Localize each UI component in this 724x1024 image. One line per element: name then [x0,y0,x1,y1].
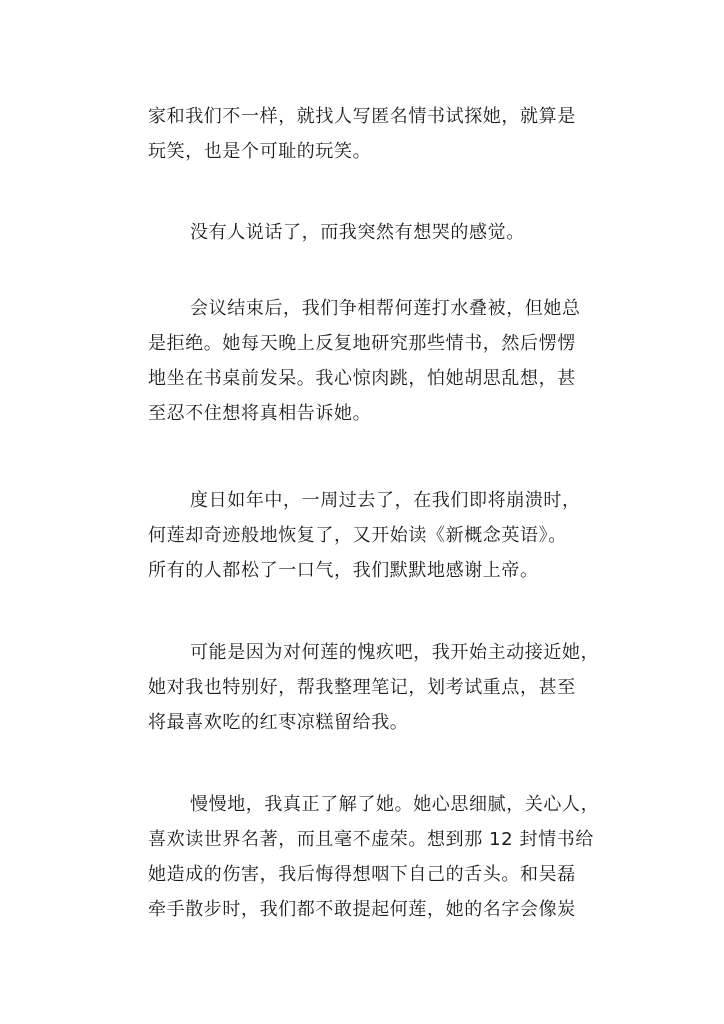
paragraph [148,291,628,431]
text-line: 她造成的伤害，我后悔得想咽下自己的舌头。和吴磊 [148,864,576,885]
text-line: 是拒绝。她每天晚上反复地研究那些情书，然后愣愣 [148,333,576,354]
text-line: 会议结束后，我们争相帮何莲打水叠被，但她总 [190,298,581,319]
paragraph [148,635,628,740]
text-line: 慢慢地，我真正了解了她。她心思细腻，关心人， [190,794,600,815]
text-line: 至忍不住想将真相告诉她。 [148,403,372,424]
text-line: 将最喜欢吃的红枣凉糕留给我。 [148,712,409,733]
paragraph [148,787,628,927]
text-line: 喜欢读世界名著，而且毫不虚荣。想到那 12 封情书给 [148,829,594,850]
paragraph [148,215,628,250]
text-line: 家和我们不一样，就找人写匿名情书试探她，就算是 [148,106,576,127]
text-line: 玩笑，也是个可耻的玩笑。 [148,141,372,162]
text-line: 牵手散步时，我们都不敢提起何莲，她的名字会像炭 [148,899,576,920]
text-line: 可能是因为对何莲的愧疚吧，我开始主动接近她， [190,642,600,663]
text-line: 度日如年中，一周过去了，在我们即将崩溃时， [190,490,581,511]
paragraph [148,99,628,169]
text-line: 她对我也特别好，帮我整理笔记，划考试重点，甚至 [148,677,576,698]
paragraph [148,483,628,588]
text-line: 地坐在书桌前发呆。我心惊肉跳，怕她胡思乱想，甚 [148,368,576,389]
text-line: 没有人说话了，而我突然有想哭的感觉。 [190,222,525,243]
text-line: 何莲却奇迹般地恢复了，又开始读《新概念英语》。 [148,525,567,546]
text-line: 所有的人都松了一口气，我们默默地感谢上帝。 [148,560,539,581]
